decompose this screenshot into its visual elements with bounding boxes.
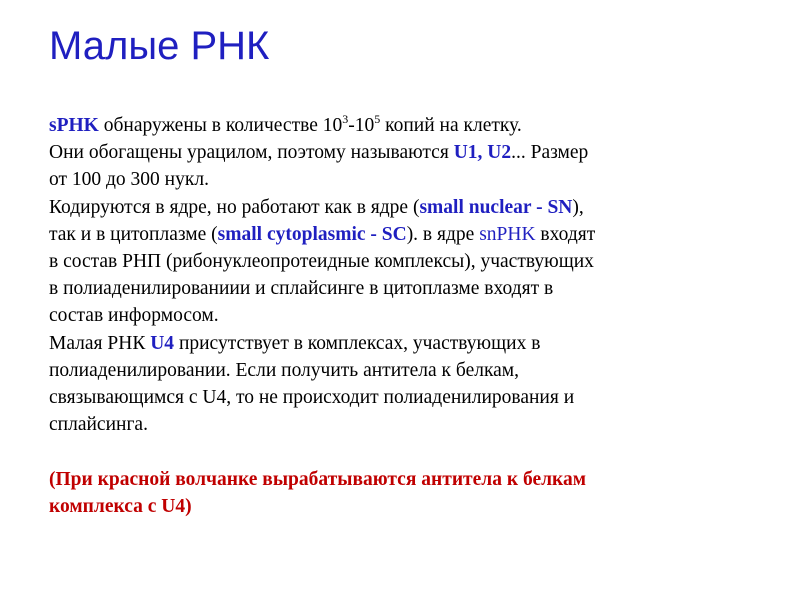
p1-text-pre: обнаружены в количестве bbox=[98, 115, 323, 136]
p2-text-a: Они обогащены урацилом, поэтому называются bbox=[49, 142, 454, 164]
paragraph-gap bbox=[49, 438, 769, 465]
p3-text-a: Кодируются в ядре, но работают как в ядре ( bbox=[49, 196, 420, 218]
paragraph-4-line-3: связывающимся с U4, то не происходит полиаденилирования и bbox=[49, 387, 575, 409]
paragraph-3-line-3: в состав РНП (рибонуклеопротеидные комплексы), участвующих bbox=[49, 251, 594, 273]
paragraph-4-line-1 bbox=[49, 330, 769, 357]
p4-text-a: Малая РНК bbox=[49, 332, 151, 354]
p1-exponent-1: 3 bbox=[342, 112, 349, 126]
paragraph-3-line-5: состав информосом. bbox=[49, 305, 219, 327]
p3-text-d: ). в ядре bbox=[406, 223, 480, 245]
note-line-1: (При красной волчанке вырабатываются антитела к белкам bbox=[49, 468, 587, 490]
term-u1-u2: U1, U2 bbox=[453, 142, 512, 164]
p1-dash: - bbox=[348, 115, 355, 136]
p1-number-2: 10 bbox=[354, 115, 375, 136]
paragraph-3-line-4: в полиаденилированиии и сплайсинге в цитоплазме входят в bbox=[49, 278, 554, 300]
p3-text-e: входят bbox=[535, 223, 596, 245]
term-srnk: sPHK bbox=[49, 115, 99, 136]
slide-title: Малые РНК bbox=[49, 24, 270, 68]
term-small-nuclear: small nuclear - SN bbox=[419, 196, 573, 218]
p4-text-b: присутствует в комплексах, участвующих в bbox=[174, 332, 541, 354]
paragraph-2-line-2: от 100 до 300 нукл. bbox=[49, 169, 209, 191]
p3-text-b: ), bbox=[572, 196, 584, 218]
p1-number-1: 10 bbox=[322, 115, 343, 136]
paragraph-4-line-4: сплайсинга. bbox=[49, 414, 148, 436]
p1-text-post: копий на клетку. bbox=[380, 115, 522, 136]
paragraph-3-line-2 bbox=[49, 221, 769, 248]
term-u4: U4 bbox=[150, 332, 175, 354]
p2-text-b: ... Размер bbox=[511, 142, 589, 164]
p3-text-c: так и в цитоплазме ( bbox=[49, 223, 218, 245]
term-snrnk: snPHK bbox=[479, 223, 536, 245]
slide-body bbox=[49, 112, 769, 520]
paragraph-3-line-1 bbox=[49, 194, 769, 221]
paragraph-1-line-1 bbox=[49, 112, 769, 139]
note-line-2: комплекса с U4) bbox=[49, 495, 192, 517]
paragraph-4-line-2: полиаденилировании. Если получить антитела к белкам, bbox=[49, 359, 520, 381]
paragraph-2-line-1 bbox=[49, 139, 769, 166]
p1-exponent-2: 5 bbox=[374, 112, 381, 126]
term-small-cytoplasmic: small cytoplasmic - SC bbox=[217, 223, 407, 245]
